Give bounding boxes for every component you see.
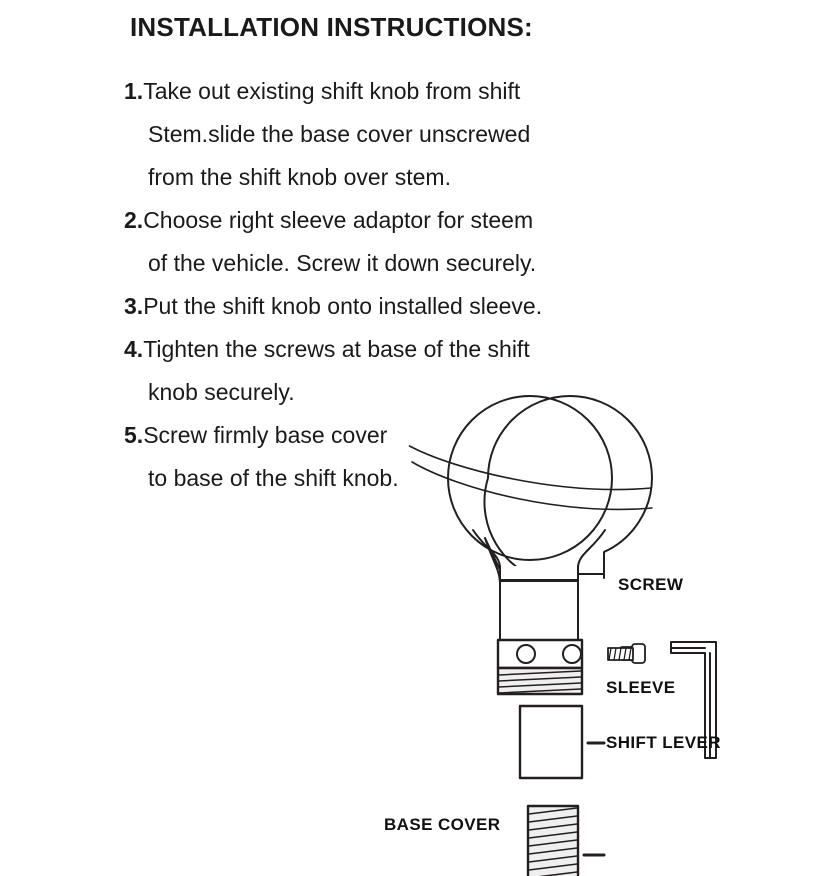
list-item bbox=[124, 78, 684, 207]
step-text: of the vehicle. Screw it down securely. bbox=[148, 250, 537, 276]
step-line bbox=[124, 121, 684, 164]
step-text: Take out existing shift knob from shift bbox=[143, 78, 521, 104]
step-text: Choose right sleeve adaptor for steem bbox=[143, 207, 534, 233]
label-sleeve: SLEEVE bbox=[606, 678, 676, 697]
step-number: 3. bbox=[124, 293, 144, 319]
step-text: knob securely. bbox=[148, 379, 295, 405]
step-line bbox=[124, 78, 684, 121]
list-item bbox=[124, 293, 684, 336]
label-screw: SCREW bbox=[618, 575, 684, 594]
step-line bbox=[124, 250, 684, 293]
step-line bbox=[124, 336, 684, 379]
step-line bbox=[124, 293, 684, 336]
collar-screw-hole-right bbox=[563, 645, 581, 663]
step-text: to base of the shift knob. bbox=[148, 465, 399, 491]
screw-icon bbox=[608, 644, 645, 663]
step-text: from the shift knob over stem. bbox=[148, 164, 451, 190]
step-number: 1. bbox=[124, 78, 144, 104]
screw-head bbox=[632, 644, 645, 663]
step-number: 2. bbox=[124, 207, 144, 233]
step-text: Stem.slide the base cover unscrewed bbox=[148, 121, 531, 147]
page-title: INSTALLATION INSTRUCTIONS: bbox=[130, 12, 533, 42]
step-line bbox=[124, 207, 684, 250]
step-number: 5. bbox=[124, 422, 144, 448]
step-text: Put the shift knob onto installed sleeve. bbox=[143, 293, 543, 319]
step-number: 4. bbox=[124, 336, 144, 362]
knob-collar bbox=[500, 580, 578, 640]
label-shift-lever: SHIFT LEVER bbox=[606, 733, 721, 752]
collar-screw-hole-left bbox=[517, 645, 535, 663]
shift-knob-diagram bbox=[360, 378, 820, 876]
step-line bbox=[124, 164, 684, 207]
list-item bbox=[124, 207, 684, 293]
step-text: Screw firmly base cover bbox=[143, 422, 388, 448]
step-text: Tighten the screws at base of the shift bbox=[143, 336, 530, 362]
sleeve-adaptor bbox=[520, 706, 582, 778]
label-base-cover: BASE COVER bbox=[384, 815, 501, 834]
